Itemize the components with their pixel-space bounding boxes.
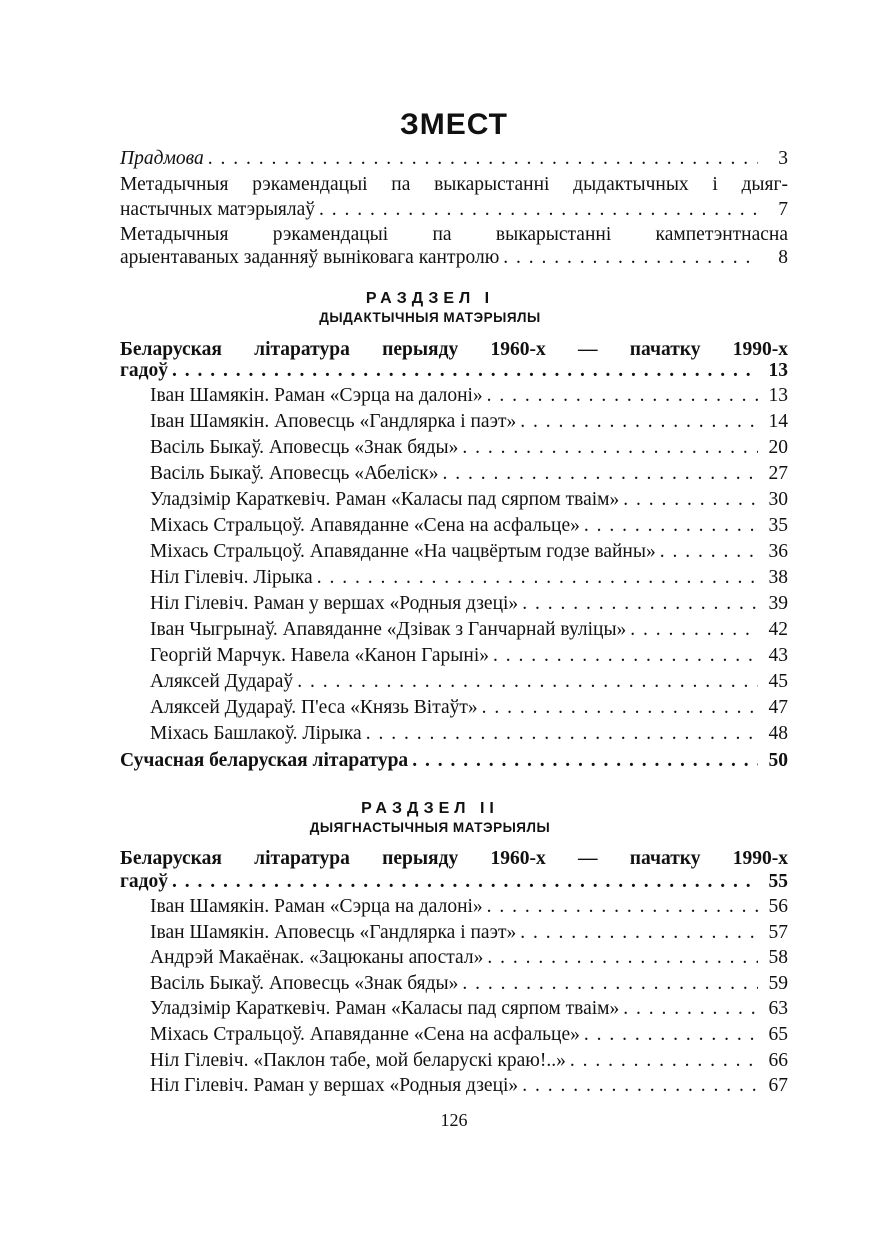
toc-entry — [150, 996, 788, 1022]
entry-page: 43 — [768, 645, 788, 666]
entry-title: Аляксей Дудараў — [150, 671, 294, 692]
section-heading — [120, 289, 740, 327]
entry-title: Васіль Быкаў. Аповесць «Знак бяды» — [150, 972, 459, 994]
entry-title: Іван Шамякін. Аповесць «Гандлярка і паэт» — [150, 411, 517, 432]
entry-title: Іван Чыгрынаў. Апавяданне «Дзівак з Ганчарнай вуліцы» — [150, 619, 627, 640]
entry-page: 36 — [768, 541, 788, 562]
entry-page: 13 — [768, 385, 788, 406]
entry-first-line: Метадычныя рэкамендацыі па выкарыстанні кампетэнтнасна — [120, 224, 788, 245]
entry-page: 13 — [768, 360, 788, 381]
toc-entry — [150, 435, 788, 461]
toc-entry — [120, 245, 788, 271]
entry-page: 65 — [768, 1024, 788, 1045]
toc-entry-preface — [120, 146, 788, 172]
entry-page: 58 — [768, 947, 788, 969]
entry-page: 7 — [778, 199, 788, 220]
entry-page: 14 — [768, 411, 788, 432]
toc-entry — [150, 920, 788, 946]
entry-page: 48 — [768, 723, 788, 744]
toc-entry — [150, 513, 788, 539]
entry-page: 20 — [768, 437, 788, 458]
toc-entry — [150, 695, 788, 721]
entry-page: 38 — [768, 567, 788, 588]
entry-title: Ніл Гілевіч. Раман у вершах «Родныя дзеці» — [150, 593, 519, 614]
entry-page: 66 — [768, 1049, 788, 1071]
toc-group — [120, 748, 788, 774]
section-title: РАЗДЗЕЛ І — [365, 290, 495, 307]
section-subtitle: ДЫЯГНАСТЫЧНЫЯ МАТЭРЫЯЛЫ — [309, 820, 551, 835]
toc-entry — [150, 1073, 788, 1099]
entry-title: Міхась Стральцоў. Апавяданне «На чацвёртым годзе вайны» — [150, 541, 656, 562]
toc-entry — [150, 383, 788, 409]
entry-title: Міхась Стральцоў. Апавяданне «Сена на асфальце» — [150, 1024, 580, 1045]
entry-title: Міхась Башлакоў. Лірыка — [150, 723, 362, 744]
entry-title: Ніл Гілевіч. Раман у вершах «Родныя дзеці» — [150, 1075, 519, 1097]
entry-page: 42 — [768, 619, 788, 640]
entry-page: 50 — [768, 750, 788, 771]
toc-entry — [150, 565, 788, 591]
toc-entry — [150, 409, 788, 435]
toc-entry — [150, 945, 788, 971]
toc-entry — [150, 1022, 788, 1048]
section-subtitle: ДЫДАКТЫЧНЫЯ МАТЭРЫЯЛЫ — [319, 310, 541, 325]
entry-page: 30 — [768, 489, 788, 510]
entry-page: 56 — [768, 896, 788, 917]
toc-entry — [150, 591, 788, 617]
group-first-line: Беларуская літаратура перыяду 1960-х — пачатку 1990-х — [120, 848, 788, 869]
entry-page: 63 — [768, 998, 788, 1020]
entry-title: Уладзімір Караткевіч. Раман «Каласы пад сярпом тваім» — [150, 489, 620, 510]
entry-title: Ніл Гілевіч. «Паклон табе, мой беларускі краю!..» — [150, 1049, 566, 1071]
toc-entry — [150, 643, 788, 669]
entry-page: 8 — [778, 247, 788, 268]
entry-title: Уладзімір Караткевіч. Раман «Каласы пад сярпом тваім» — [150, 998, 620, 1020]
entry-title: Іван Шамякін. Раман «Сэрца на далоні» — [150, 385, 483, 406]
toc-entry — [150, 487, 788, 513]
entry-first-line: Метадычныя рэкамендацыі па выкарыстанні дыдактычных і дыяг- — [120, 174, 788, 195]
toc-group — [120, 358, 788, 384]
entry-page: 45 — [768, 671, 788, 692]
entry-title: Васіль Быкаў. Аповесць «Знак бяды» — [150, 437, 459, 458]
entry-title: Андрэй Макаёнак. «Зацюканы апостал» — [150, 947, 484, 969]
toc-entry — [150, 971, 788, 997]
entry-page: 3 — [778, 148, 788, 169]
entry-title: настычных матэрыялаў — [120, 199, 316, 220]
entry-page: 57 — [768, 921, 788, 943]
entry-title: Васіль Быкаў. Аповесць «Абеліск» — [150, 463, 439, 484]
toc-entry — [150, 461, 788, 487]
entry-title: Сучасная беларуская літаратура — [120, 750, 409, 771]
toc-entry — [150, 1048, 788, 1074]
entry-page: 39 — [768, 593, 788, 614]
page-number: 126 — [440, 1110, 468, 1130]
entry-page: 47 — [768, 697, 788, 718]
entry-title: Прадмова — [120, 148, 204, 169]
entry-page: 27 — [768, 463, 788, 484]
toc-entry — [150, 539, 788, 565]
entry-page: 35 — [768, 515, 788, 536]
entry-title: Іван Шамякін. Аповесць «Гандлярка і паэт» — [150, 921, 517, 943]
toc-entry — [150, 617, 788, 643]
entry-title: Георгій Марчук. Навела «Канон Гарыні» — [150, 645, 490, 666]
toc-entry — [150, 894, 788, 920]
section-heading — [120, 799, 740, 837]
entry-title: гадоў — [120, 871, 168, 892]
entry-page: 59 — [768, 972, 788, 994]
entry-page: 67 — [768, 1075, 788, 1097]
toc-entry — [150, 669, 788, 695]
entry-title: Міхась Стральцоў. Апавяданне «Сена на асфальце» — [150, 515, 580, 536]
entry-title: Іван Шамякін. Раман «Сэрца на далоні» — [150, 896, 483, 917]
entry-title: Ніл Гілевіч. Лірыка — [150, 567, 313, 588]
entry-title: Аляксей Дудараў. П'еса «Князь Вітаўт» — [150, 697, 478, 718]
entry-title: гадоў — [120, 360, 168, 381]
page-title: ЗМЕСТ — [399, 108, 509, 141]
toc-entry — [120, 197, 788, 223]
toc-group — [120, 869, 788, 895]
toc-entry — [150, 721, 788, 747]
section-title: РАЗДЗЕЛ ІІ — [361, 800, 499, 817]
entry-title: арыентаваных заданняў выніковага кантролю — [120, 247, 500, 268]
group-first-line: Беларуская літаратура перыяду 1960-х — пачатку 1990-х — [120, 339, 788, 360]
entry-page: 55 — [768, 871, 788, 892]
